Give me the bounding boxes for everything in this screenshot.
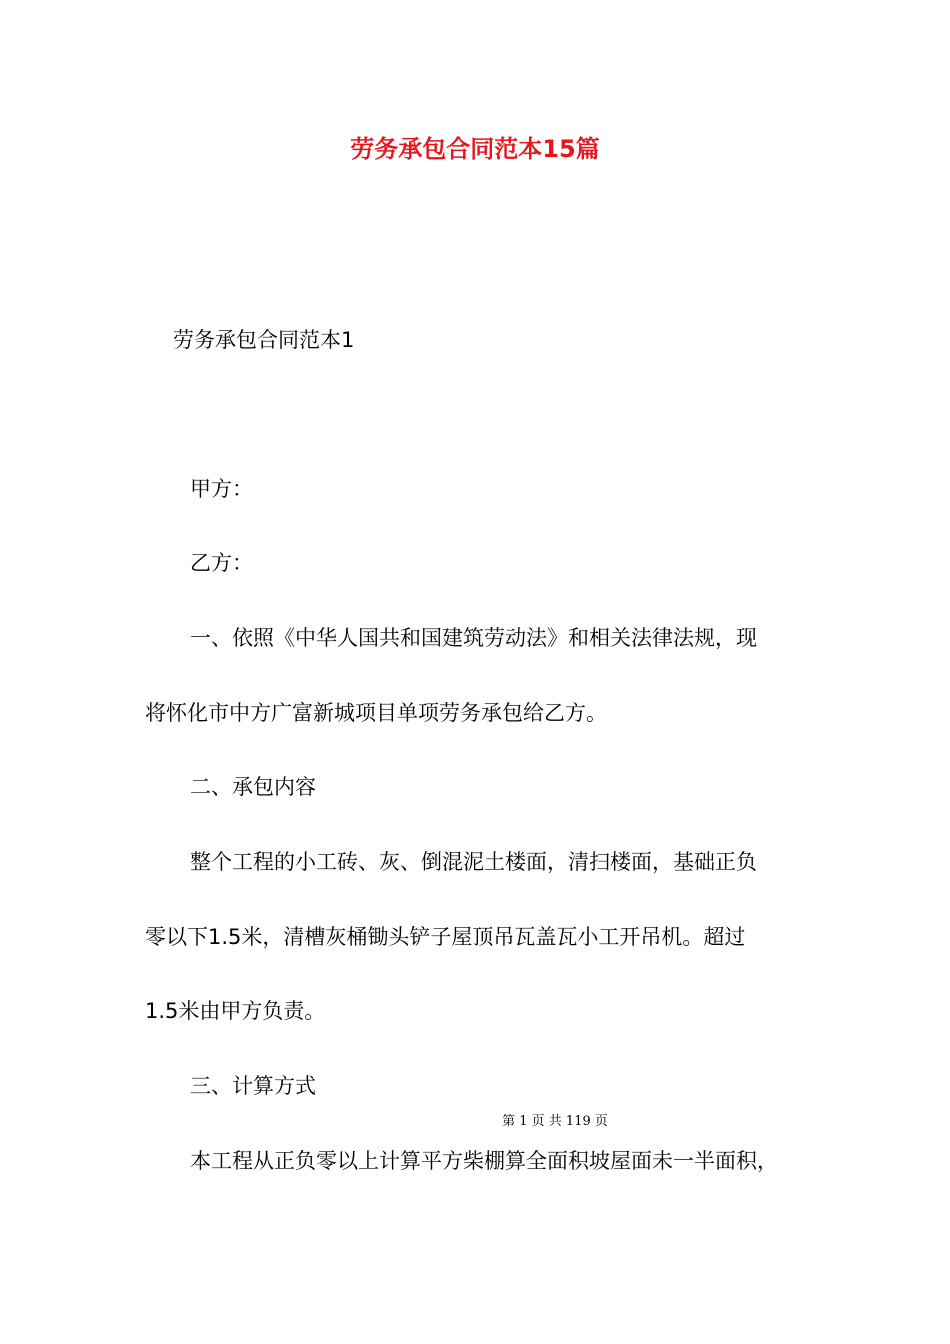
clause-2-heading: 二、承包内容 — [190, 775, 316, 799]
party-a-line: 甲方： — [190, 477, 253, 501]
clause-2-line-1: 整个工程的小工砖、灰、倒混泥土楼面，清扫楼面，基础正负 — [190, 850, 757, 874]
clause-3-line-1: 本工程从正负零以上计算平方柴棚算全面积坡屋面未一半面积， — [190, 1149, 778, 1173]
clause-3-heading: 三、计算方式 — [190, 1074, 316, 1098]
clause-1-line-1: 一、依照《中华人国共和国建筑劳动法》和相关法律法规，现 — [190, 626, 757, 650]
party-b-line: 乙方： — [190, 551, 253, 575]
document-title: 劳务承包合同范本15篇 — [350, 135, 600, 163]
page-number: 第 1 页 共 119 页 — [502, 1114, 608, 1129]
clause-2-line-2: 零以下1.5米，清槽灰桶锄头铲子屋顶吊瓦盖瓦小工开吊机。超过 — [145, 925, 746, 949]
section-heading: 劳务承包合同范本1 — [173, 328, 355, 352]
clause-2-line-3: 1.5米由甲方负责。 — [145, 999, 326, 1023]
clause-1-line-2: 将怀化市中方广富新城项目单项劳务承包给乙方。 — [145, 701, 607, 725]
